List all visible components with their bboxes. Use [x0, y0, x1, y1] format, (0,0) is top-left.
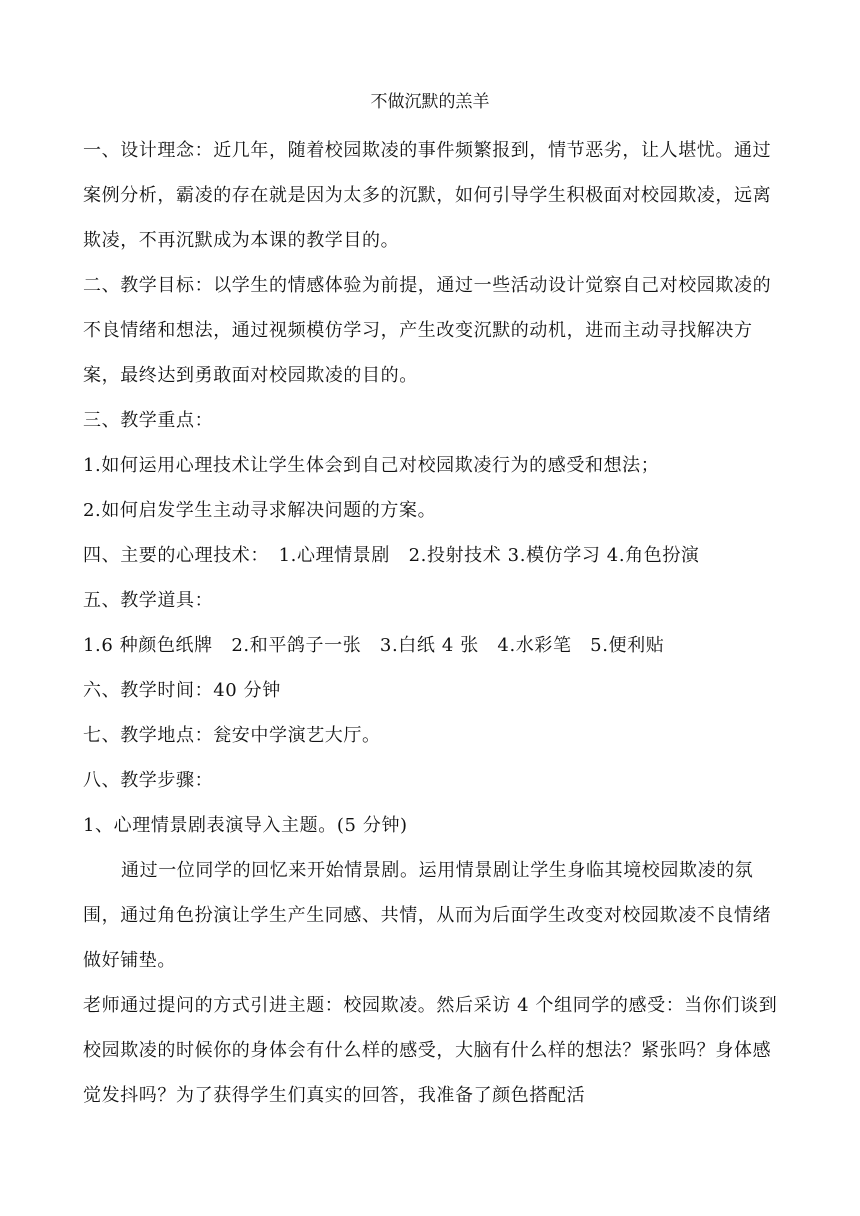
section-teaching-props-heading: 五、教学道具：	[83, 590, 214, 611]
section-design-concept: 一、设计理念：近几年，随着校园欺凌的事件频繁报到，情节恶劣，让人堪忧。通过案例分析，霸凌的存在就是因为太多的沉默，如何引导学生积极面对校园欺凌，远离欺凌，不再沉默成为本课的教学目的。	[83, 140, 772, 251]
document-title: 不做沉默的羔羊	[370, 92, 490, 112]
step-1-paragraph: 通过一位同学的回忆来开始情景剧。运用情景剧让学生身临其境校园欺凌的氛围，通过角色扮演让学生产生同感、共情，从而为后面学生改变对校园欺凌不良情绪做好铺垫。	[83, 860, 772, 971]
teaching-props-list: 1.6 种颜色纸牌 2.和平鸽子一张 3.白纸 4 张 4.水彩笔 5.便利贴	[83, 635, 665, 656]
teacher-question-paragraph: 老师通过提问的方式引进主题：校园欺凌。然后采访 4 个组同学的感受：当你们谈到校园欺凌的时候你的身体会有什么样的感受，大脑有什么样的想法？紧张吗？身体感觉发抖吗？为了获得学生们真实的回答，我准备了颜色搭配活	[83, 995, 778, 1106]
section-teaching-steps-heading: 八、教学步骤：	[83, 770, 214, 791]
section-teaching-time: 六、教学时间：40 分钟	[83, 680, 281, 701]
key-point-1: 1.如何运用心理技术让学生体会到自己对校园欺凌行为的感受和想法；	[83, 455, 660, 476]
section-teaching-goals: 二、教学目标：以学生的情感体验为前提，通过一些活动设计觉察自己对校园欺凌的不良情绪和想法，通过视频模仿学习，产生改变沉默的动机，进而主动寻找解决方案，最终达到勇敢面对校园欺凌的目的。	[83, 275, 772, 386]
section-teaching-location: 七、教学地点：瓮安中学演艺大厅。	[83, 725, 381, 746]
section-psych-techniques: 四、主要的心理技术： 1.心理情景剧 2.投射技术 3.模仿学习 4.角色扮演	[83, 545, 700, 566]
step-1-heading: 1、心理情景剧表演导入主题。(5 分钟)	[83, 815, 408, 836]
key-point-2: 2.如何启发学生主动寻求解决问题的方案。	[83, 500, 437, 521]
document-body	[83, 128, 783, 1118]
section-key-points-heading: 三、教学重点：	[83, 410, 214, 431]
